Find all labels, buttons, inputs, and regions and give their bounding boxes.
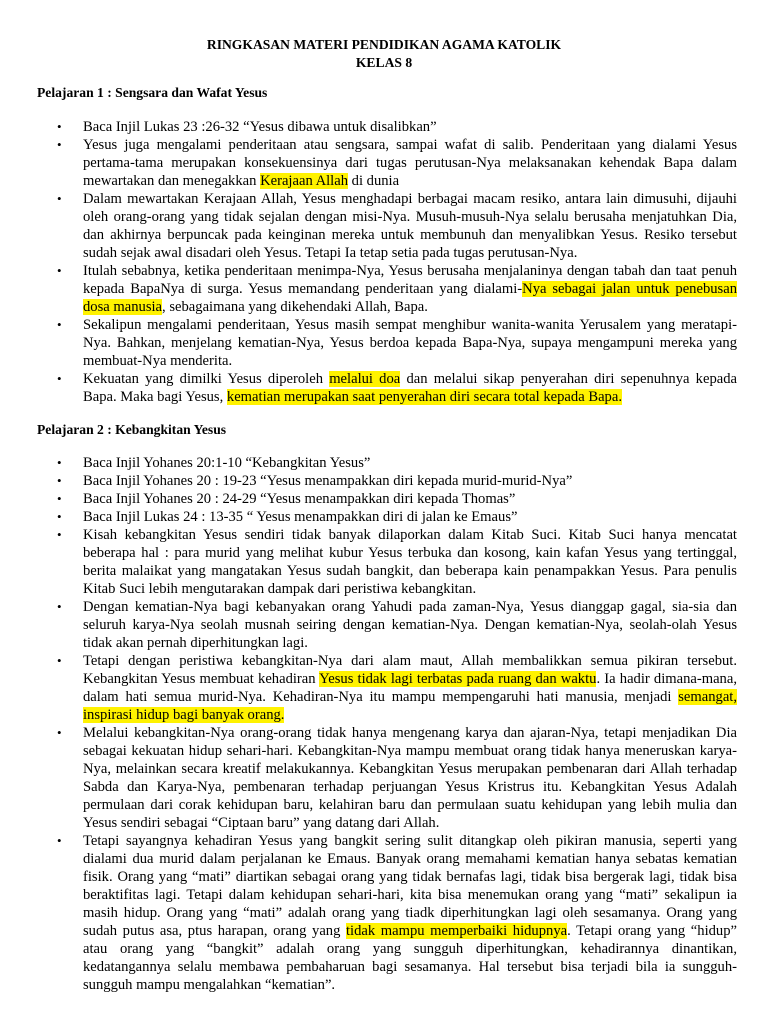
highlight: Nya sebagai jalan untuk penebusan dosa manusia <box>83 281 737 315</box>
lesson2-list <box>0 454 737 994</box>
highlight: tidak mampu memperbaiki hidupnya <box>346 923 568 939</box>
list-item: • Baca Injil Lukas 23 :26-32 “Yesus dibawa untuk disalibkan” <box>83 118 737 136</box>
list-item: • Dengan kematian-Nya bagi kebanyakan orang Yahudi pada zaman-Nya, Yesus dianggap gagal, sia-sia dan seluruh karya-Nya seolah musnah seiring dengan kematian-Nya. Dengan kematian-Nya, seolah-olah Yesus tidak akan pernah diperhitungkan lagi. <box>83 598 737 652</box>
list-item: • Sekalipun mengalami penderitaan, Yesus masih sempat menghibur wanita-wanita Yerusalem yang meratapi-Nya. Bahkan, menjelang kematian-Nya, Yesus berdoa kepada Bapa-Nya, supaya mengampuni mereka yang membuat-Nya menderita. <box>83 316 737 370</box>
list-item: • Baca Injil Lukas 24 : 13-35 “ Yesus menampakkan diri di jalan ke Emaus” <box>83 508 737 526</box>
document-subtitle: KELAS 8 <box>355 55 413 70</box>
lesson2-heading: Pelajaran 2 : Kebangkitan Yesus <box>37 422 227 437</box>
list-item: • Baca Injil Yohanes 20 : 19-23 “Yesus menampakkan diri kepada murid-murid-Nya” <box>83 472 737 490</box>
list-item: • Melalui kebangkitan-Nya orang-orang tidak hanya mengenang karya dan ajaran-Nya, tetapi menjadikan Dia sebagai kekuatan hidup sehari-hari. Kebangkitan-Nya mampu membuat orang tidak hanya meneruskan karya-Nya, melainkan secara kreatif melakukannya. Kebangkitan Yesus merupakan pembenaran dari Allah terhadap Sabda dan Karya-Nya, pembenaran terhadap perjuangan Yesus Kristrus itu. Kebangkitan Yesus Adalah permulaan dari corak kehidupan baru, kelahiran baru dan permulaan suatu kehidupan yang lebih mulia dan Yesus sendiri sebagai “Ciptaan baru” yang datang dari Allah. <box>83 724 737 832</box>
list-item: • Itulah sebabnya, ketika penderitaan menimpa-Nya, Yesus berusaha menjalaninya dengan tabah dan taat penuh kepada BapaNya di surga. Yesus memandang penderitaan yang dialami-Nya sebagai jalan untuk penebusan dosa manusia, sebagaimana yang dikehendaki Allah, Bapa. <box>83 262 737 316</box>
list-item: • Kekuatan yang dimilki Yesus diperoleh melalui doa dan melalui sikap penyerahan diri sepenuhnya kepada Bapa. Maka bagi Yesus, kematian merupakan saat penyerahan diri secara total kepada Bapa. <box>83 370 737 406</box>
list-item: • Kisah kebangkitan Yesus sendiri tidak banyak dilaporkan dalam Kitab Suci. Kitab Suci hanya mencatat beberapa hal : para murid yang melihat kubur Yesus terbuka dan kosong, kain kafan Yesus yang tertinggal, berita malaikat yang mangatakan Yesus sudah bangkit, dan beberapa kain penampakkan Yesus. Para penulis Kitab Suci lebih mengutarakan dampak dari peristiwa kebangkitan. <box>83 526 737 598</box>
list-item: • Baca Injil Yohanes 20:1-10 “Kebangkitan Yesus” <box>83 454 737 472</box>
highlight: kematian merupakan saat penyerahan diri secara total kepada Bapa. <box>226 389 622 405</box>
list-item: • Tetapi sayangnya kehadiran Yesus yang bangkit sering sulit ditangkap oleh pikiran manusia, seperti yang dialami dua murid dalam perjalanan ke Emaus. Banyak orang memahami kematian hanya sebatas kematian fisik. Orang yang “mati” diartikan sebagai orang yang tidak bernafas lagi, tidak bisa bergerak lagi, tidak bisa beraktifitas lagi. Tetapi dalam kehidupan sehari-hari, kita bisa menemukan orang yang “mati” sekalipun ia masih hidup. Orang yang “mati” adalah orang yang tiadk diperhitungkan lagi oleh sesamanya. Orang yang sudah putus asa, ptus harapan, orang yang tidak mampu memperbaiki hidupnya. Tetapi orang yang “hidup” atau orang yang “bangkit” adalah orang yang sungguh diperhitungkan, kehadirannya dinantikan, kedatangannya selalu membawa pembaharuan bagi sesamanya. Hal tersebut bisa terjadi bila ia sungguh-sungguh mampu mengalahkan “kematian”. <box>83 832 737 994</box>
lesson1-heading: Pelajaran 1 : Sengsara dan Wafat Yesus <box>37 85 268 100</box>
list-item: • Yesus juga mengalami penderitaan atau sengsara, sampai wafat di salib. Penderitaan yang dialami Yesus pertama-tama merupakan konsekuensinya dari tugas perutusan-Nya melaksanakan kehendak Bapa dalam mewartakan dan menegakkan Kerajaan Allah di dunia <box>83 136 737 190</box>
highlight: Yesus tidak lagi terbatas pada ruang dan waktu <box>319 671 597 687</box>
list-item: • Baca Injil Yohanes 20 : 24-29 “Yesus menampakkan diri kepada Thomas” <box>83 490 737 508</box>
highlight: Kerajaan Allah <box>260 173 349 189</box>
highlight: semangat, inspirasi hidup bagi banyak orang. <box>83 689 737 723</box>
list-item: • Dalam mewartakan Kerajaan Allah, Yesus menghadapi berbagai macam resiko, antara lain dimusuhi, dijauhi oleh orang-orang yang tidak sejalan dengan misi-Nya. Musuh-musuh-Nya selalu berusaha menjatuhkan Dia, dan akhirnya berpuncak pada keinginan mereka untuk membunuh dan menyalibkan Yesus. Resiko tersebut sudah sejak awal disadari oleh Yesus. Tetapi Ia tetap setia pada tugas perutusan-Nya. <box>83 190 737 262</box>
highlight: melalui doa <box>329 371 401 387</box>
lesson1-list <box>0 118 737 406</box>
list-item: • Tetapi dengan peristiwa kebangkitan-Nya dari alam maut, Allah membalikkan semua pikiran tersebut. Kebangkitan Yesus membuat kehadiran Yesus tidak lagi terbatas pada ruang dan waktu. Ia hadir dimana-mana, dalam hati semua murid-Nya. Kehadiran-Nya itu mampu mempengaruhi hati manusia, menjadi semangat, inspirasi hidup bagi banyak orang. <box>83 652 737 724</box>
document-title: RINGKASAN MATERI PENDIDIKAN AGAMA KATOLIK <box>206 37 562 52</box>
